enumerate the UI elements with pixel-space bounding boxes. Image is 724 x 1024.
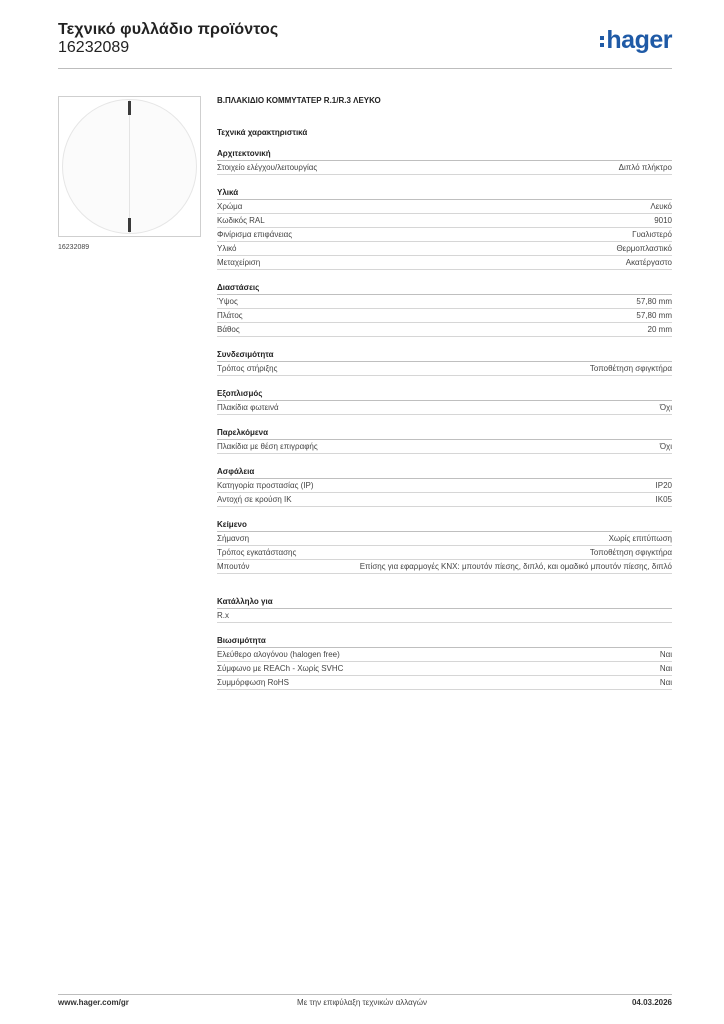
spec-group: [217, 270, 672, 337]
spec-label: Χρώμα: [217, 202, 243, 211]
spec-group: [217, 415, 672, 454]
spec-group-title: Κείμενο: [217, 507, 672, 532]
spec-value: Ναι: [659, 664, 672, 673]
spec-label: Υλικό: [217, 244, 237, 253]
spec-row: [217, 401, 672, 415]
spec-row: [217, 479, 672, 493]
spec-value: Θερμοπλαστικό: [616, 244, 672, 253]
spec-value: 9010: [654, 216, 672, 225]
rocker-plate-icon: [59, 97, 200, 236]
spec-group-title: Κατάλληλο για: [217, 584, 672, 609]
spec-group-title: Συνδεσιμότητα: [217, 337, 672, 362]
product-image-caption: 16232089: [58, 244, 90, 251]
spec-label: Μπουτόν: [217, 562, 250, 571]
spec-group: [217, 337, 672, 376]
spec-group: [217, 376, 672, 415]
spec-value: IP20: [655, 481, 672, 490]
spec-value: Ναι: [659, 650, 672, 659]
spec-value: Επίσης για εφαρμογές KNX: μπουτόν πίεσης, διπλό, και ομαδικό μπουτόν πίεσης, διπλό: [359, 562, 672, 571]
spec-row: [217, 440, 672, 454]
spec-row: [217, 493, 672, 507]
section-title: Τεχνικά χαρακτηριστικά: [217, 128, 308, 137]
spec-value: Λευκό: [650, 202, 672, 211]
spec-label: Κατηγορία προστασίας (IP): [217, 481, 314, 490]
spec-value: Χωρίς επιτύπωση: [608, 534, 672, 543]
spec-label: Κωδικός RAL: [217, 216, 265, 225]
spec-row: [217, 214, 672, 228]
spec-label: Σήμανση: [217, 534, 250, 543]
spec-label: Στοιχείο ελέγχου/λειτουργίας: [217, 163, 318, 172]
product-name: Β.ΠΛΑΚΙΔΙΟ ΚΟΜΜΥΤΑΤΕΡ R.1/R.3 ΛΕΥΚΟ: [217, 96, 381, 105]
spec-label: Αντοχή σε κρούση IK: [217, 495, 292, 504]
spec-group: [217, 623, 672, 690]
spec-row: [217, 662, 672, 676]
footer-date: 04.03.2026: [631, 998, 672, 1007]
spec-row: [217, 228, 672, 242]
logo-text: hager: [606, 26, 672, 54]
spec-value: 20 mm: [647, 325, 672, 334]
spec-row: [217, 546, 672, 560]
footer-divider: [58, 994, 672, 995]
spec-row: [217, 532, 672, 546]
spec-label: Πλάτος: [217, 311, 243, 320]
specifications: [217, 96, 672, 690]
spec-group-title: Εξοπλισμός: [217, 376, 672, 401]
spec-value: Γυαλιστερό: [632, 230, 672, 239]
spec-label: Σύμφωνο με REACh - Χωρίς SVHC: [217, 664, 344, 673]
spec-label: Ύψος: [217, 297, 238, 306]
spec-label: Πλακίδια με θέση επιγραφής: [217, 442, 318, 451]
header-product-code: 16232089: [58, 39, 130, 56]
spec-value: Τοποθέτηση σφιγκτήρα: [589, 548, 672, 557]
spec-group-title: Βιωσιμότητα: [217, 623, 672, 648]
footer-website[interactable]: www.hager.com/gr: [58, 998, 129, 1007]
spec-row: [217, 200, 672, 214]
spec-group: [217, 454, 672, 507]
spec-value: Όχι: [659, 442, 672, 451]
group-spacer: [217, 574, 672, 584]
spec-row: [217, 648, 672, 662]
spec-group-title: Αρχιτεκτονική: [217, 140, 672, 161]
spec-row: [217, 676, 672, 690]
logo-dots-icon: [600, 36, 604, 47]
spec-row: [217, 609, 672, 623]
spec-value: Ακατέργαστο: [625, 258, 672, 267]
spec-row: [217, 309, 672, 323]
spec-value: Διπλό πλήκτρο: [618, 163, 672, 172]
spec-group-title: Διαστάσεις: [217, 270, 672, 295]
spec-value: 57,80 mm: [636, 297, 672, 306]
hager-logo: [600, 28, 672, 53]
spec-group-title: Υλικά: [217, 175, 672, 200]
product-image: [58, 96, 201, 237]
footer-notice: Με την επιφύλαξη τεχνικών αλλαγών: [297, 998, 427, 1007]
spec-label: Τρόπος εγκατάστασης: [217, 548, 297, 557]
spec-value: Ναι: [659, 678, 672, 687]
spec-label: Βάθος: [217, 325, 240, 334]
spec-group: [217, 175, 672, 270]
spec-value: IK05: [655, 495, 672, 504]
spec-row: [217, 295, 672, 309]
spec-group: [217, 507, 672, 574]
spec-value: 57,80 mm: [636, 311, 672, 320]
spec-group: [217, 140, 672, 175]
spec-label: Μεταχείριση: [217, 258, 261, 267]
spec-label: R.x: [217, 611, 229, 620]
spec-label: Ελεύθερο αλογόνου (halogen free): [217, 650, 340, 659]
header-title: Τεχνικό φυλλάδιο προϊόντος: [58, 21, 279, 38]
spec-groups: [217, 140, 672, 690]
spec-row: [217, 362, 672, 376]
spec-row: [217, 323, 672, 337]
spec-row: [217, 560, 672, 574]
spec-value: Όχι: [659, 403, 672, 412]
spec-group-title: Παρελκόμενα: [217, 415, 672, 440]
spec-group: [217, 584, 672, 623]
spec-label: Συμμόρφωση RoHS: [217, 678, 289, 687]
spec-row: [217, 242, 672, 256]
spec-value: Τοποθέτηση σφιγκτήρα: [589, 364, 672, 373]
spec-row: [217, 161, 672, 175]
spec-label: Τρόπος στήριξης: [217, 364, 278, 373]
spec-group-title: Ασφάλεια: [217, 454, 672, 479]
spec-label: Φινίρισμα επιφάνειας: [217, 230, 293, 239]
spec-label: Πλακίδια φωτεινά: [217, 403, 279, 412]
header-divider: [58, 68, 672, 69]
spec-row: [217, 256, 672, 270]
